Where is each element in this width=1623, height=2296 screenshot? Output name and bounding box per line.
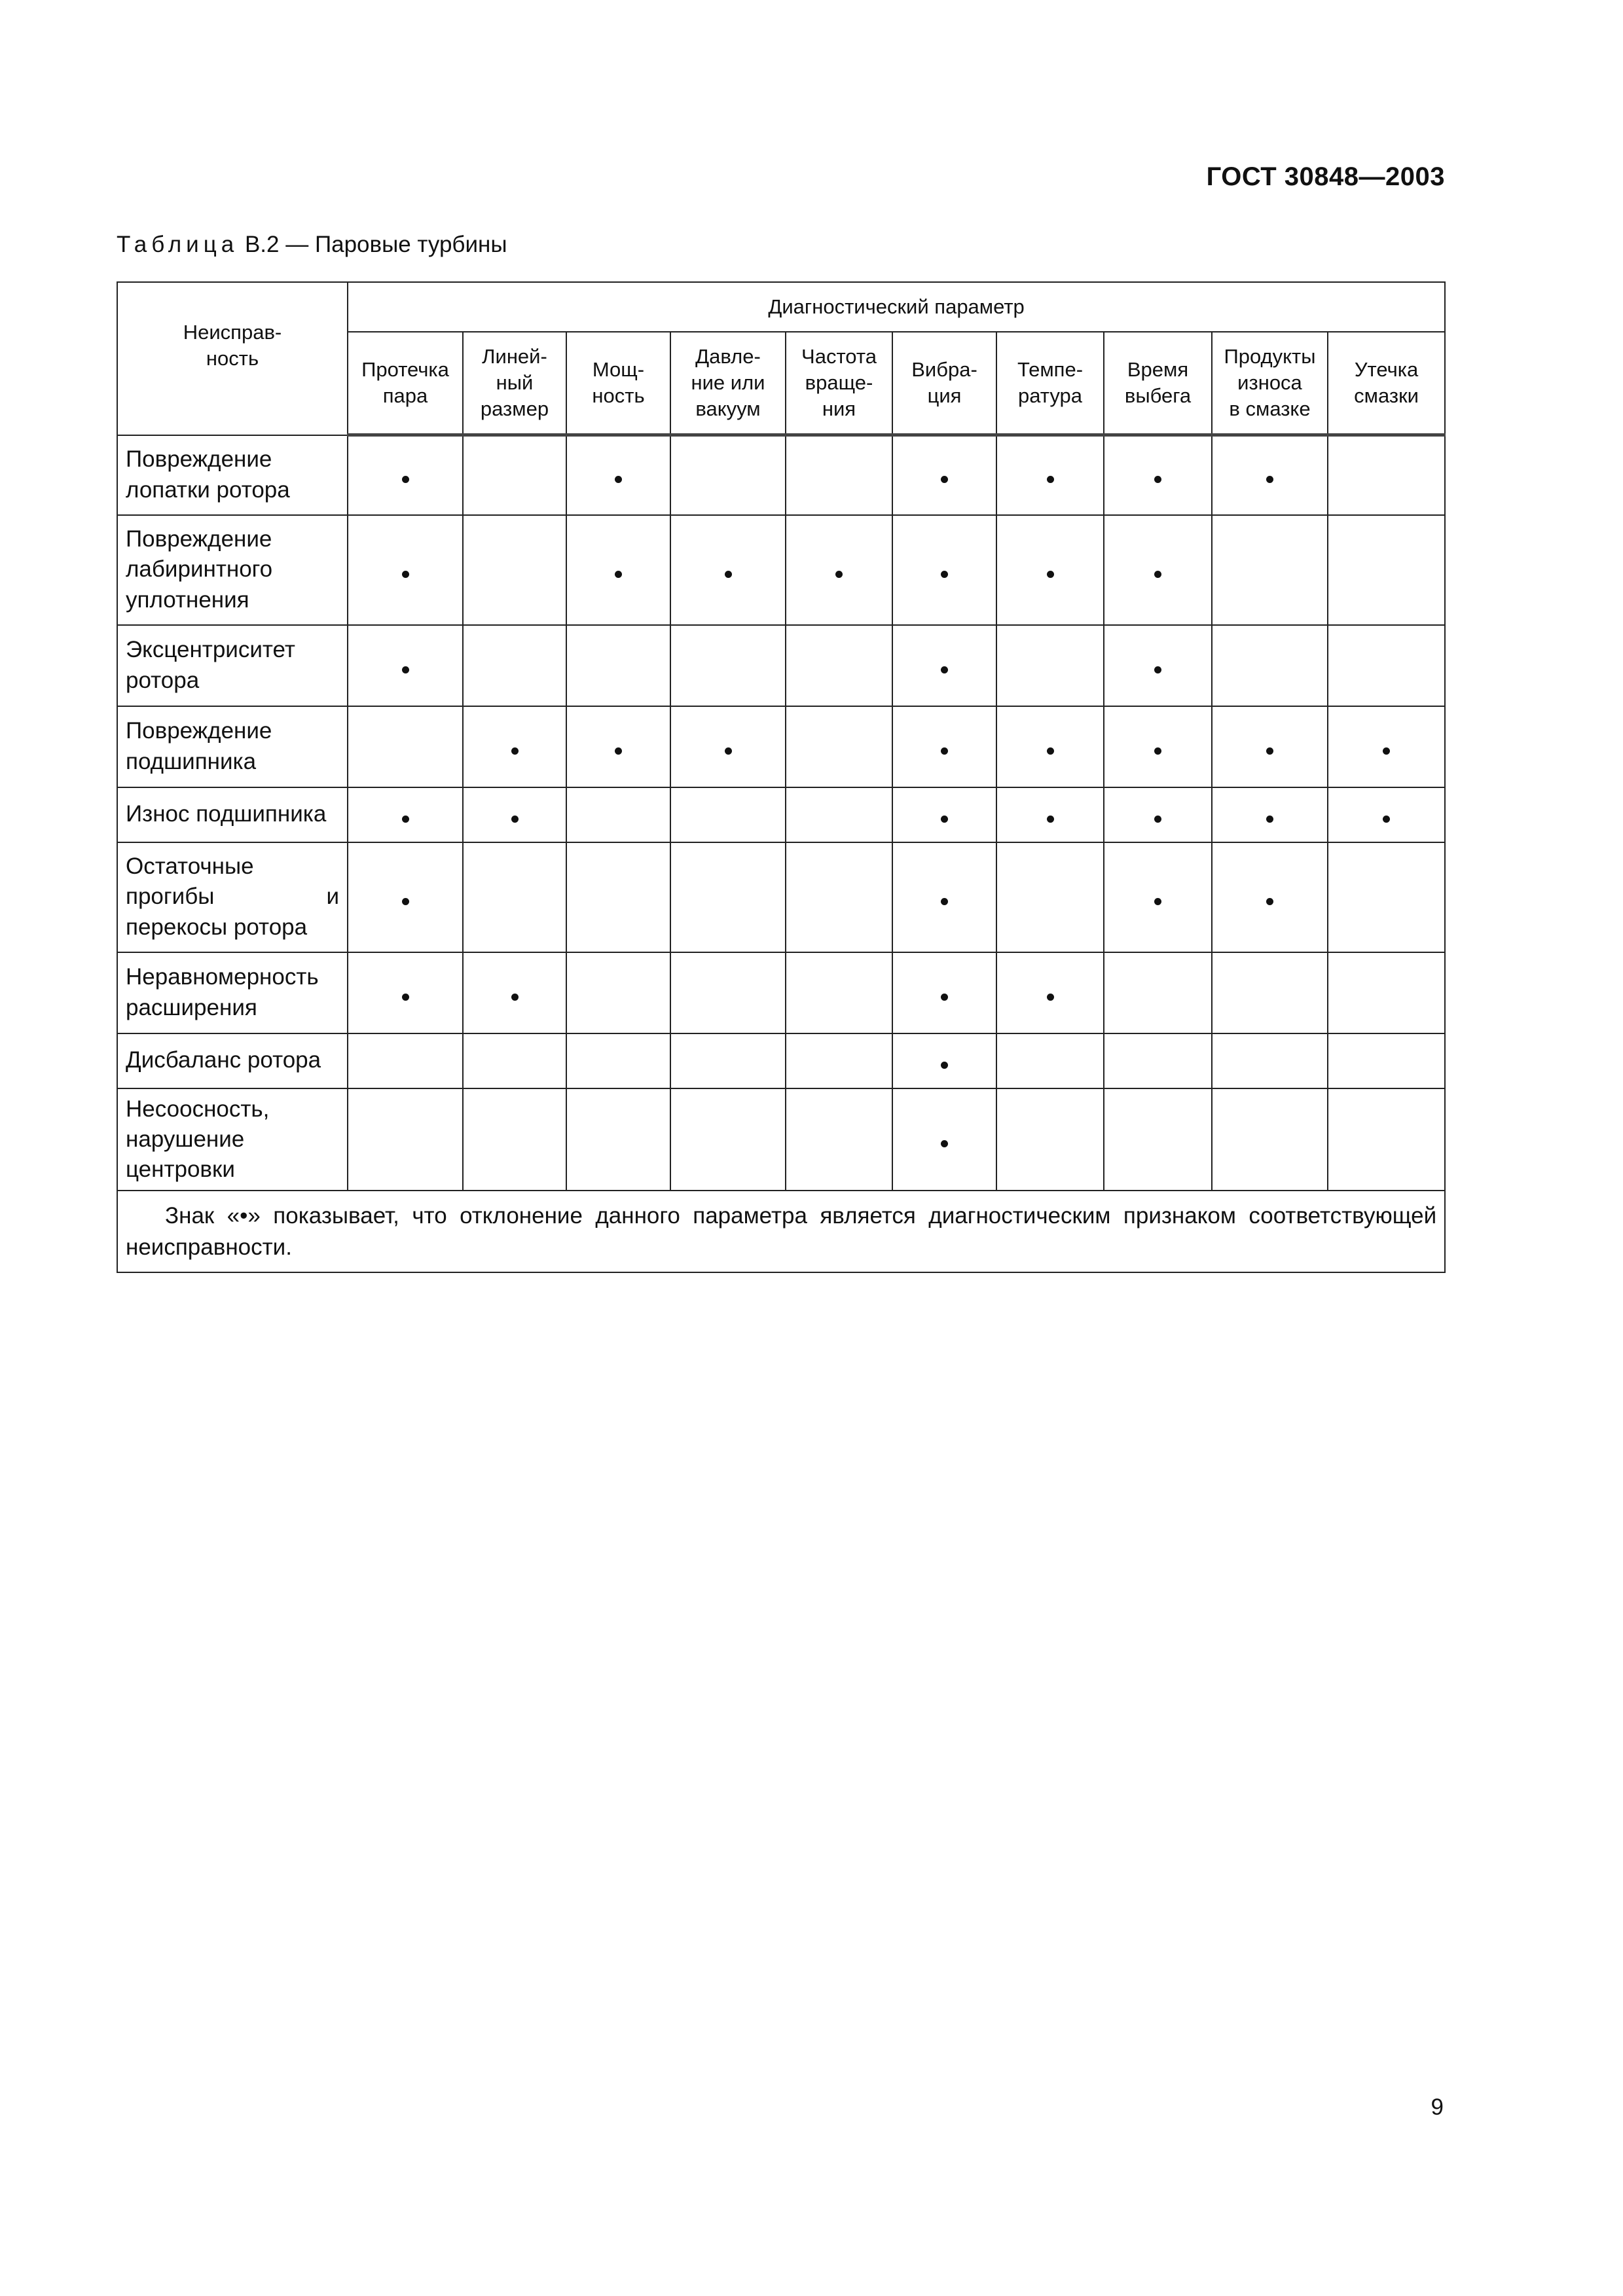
parameter-column-header: Линей- ный размер [463, 332, 566, 435]
indicator-cell [463, 435, 566, 515]
indicator-cell [786, 1033, 892, 1088]
table-row [117, 706, 1445, 787]
fault-name-cell: Повреждение лопатки ротора [117, 435, 348, 515]
indicator-cell [463, 787, 566, 842]
fault-name-cell: Повреждение лабиринтного уплотнения [117, 515, 348, 625]
indicator-cell [463, 952, 566, 1033]
table-row [117, 842, 1445, 952]
bullet-mark-icon [1154, 898, 1161, 905]
indicator-cell [892, 625, 996, 706]
parameter-column-header: Вибра- ция [892, 332, 996, 435]
indicator-cell [1328, 435, 1445, 515]
indicator-cell [463, 1033, 566, 1088]
indicator-cell [1328, 706, 1445, 787]
table-row [117, 1033, 1445, 1088]
indicator-cell [1212, 1088, 1328, 1191]
indicator-cell [892, 787, 996, 842]
fault-column-header [117, 282, 348, 435]
bullet-mark-icon [1154, 816, 1161, 823]
fault-name-cell: Износ подшипника [117, 787, 348, 842]
indicator-cell [348, 787, 463, 842]
indicator-cell [892, 435, 996, 515]
indicator-cell [1104, 435, 1212, 515]
bullet-mark-icon [615, 476, 622, 483]
table-note [117, 1191, 1445, 1272]
bullet-mark-icon [402, 476, 409, 483]
bullet-mark-icon [941, 816, 948, 823]
fault-name-cell: Остаточные прогибы и перекосы ротора [117, 842, 348, 952]
indicator-cell [670, 842, 786, 952]
indicator-cell [670, 706, 786, 787]
indicator-cell [892, 1033, 996, 1088]
bullet-mark-icon [1383, 747, 1390, 755]
indicator-cell [670, 435, 786, 515]
indicator-cell [1212, 435, 1328, 515]
bullet-mark-icon [1383, 816, 1390, 823]
fault-name-cell: Дисбаланс ротора [117, 1033, 348, 1088]
table-row [117, 787, 1445, 842]
bullet-mark-icon [1154, 571, 1161, 578]
fault-name-cell: Повреждение подшипника [117, 706, 348, 787]
indicator-cell [1212, 625, 1328, 706]
indicator-cell [1104, 625, 1212, 706]
bullet-mark-icon [615, 571, 622, 578]
table-caption [117, 232, 507, 258]
bullet-mark-icon [725, 747, 732, 755]
table-caption-text: В.2 — Паровые турбины [238, 232, 507, 257]
bullet-mark-icon [941, 898, 948, 905]
parameter-column-header: Утечка смазки [1328, 332, 1445, 435]
indicator-cell [892, 515, 996, 625]
bullet-mark-icon [1047, 994, 1054, 1001]
indicator-cell [786, 842, 892, 952]
table-caption-label: Таблица [117, 232, 239, 257]
bullet-mark-icon [511, 994, 519, 1001]
indicator-cell [566, 952, 670, 1033]
bullet-mark-icon [1154, 747, 1161, 755]
bullet-mark-icon [1266, 898, 1273, 905]
parameter-column-header: Темпе- ратура [996, 332, 1104, 435]
fault-name-cell: Несоосность, нарушение центровки [117, 1088, 348, 1191]
indicator-cell [1328, 1088, 1445, 1191]
diagnostic-table-body [117, 435, 1445, 1191]
indicator-cell [463, 515, 566, 625]
indicator-cell [996, 787, 1104, 842]
indicator-cell [463, 842, 566, 952]
bullet-mark-icon [941, 1062, 948, 1069]
indicator-cell [1328, 515, 1445, 625]
bullet-mark-icon [511, 816, 519, 823]
bullet-mark-icon [1047, 816, 1054, 823]
parameter-column-header: Частота враще- ния [786, 332, 892, 435]
indicator-cell [1328, 952, 1445, 1033]
indicator-cell [670, 515, 786, 625]
indicator-cell [1212, 787, 1328, 842]
table-row [117, 515, 1445, 625]
indicator-cell [670, 952, 786, 1033]
fault-name-cell: Эксцентриситет ротора [117, 625, 348, 706]
parameter-group-header: Диагностический параметр [348, 282, 1445, 332]
indicator-cell [566, 1033, 670, 1088]
indicator-cell [996, 515, 1104, 625]
bullet-mark-icon [1266, 476, 1273, 483]
indicator-cell [566, 787, 670, 842]
indicator-cell [996, 952, 1104, 1033]
indicator-cell [892, 706, 996, 787]
indicator-cell [786, 435, 892, 515]
bullet-mark-icon [402, 994, 409, 1001]
bullet-mark-icon [725, 571, 732, 578]
indicator-cell [892, 1088, 996, 1191]
indicator-cell [1104, 515, 1212, 625]
parameter-column-header: Мощ- ность [566, 332, 670, 435]
indicator-cell [1104, 706, 1212, 787]
indicator-cell [348, 1088, 463, 1191]
indicator-cell [996, 842, 1104, 952]
indicator-cell [786, 952, 892, 1033]
indicator-cell [1328, 787, 1445, 842]
bullet-mark-icon [402, 898, 409, 905]
indicator-cell [1104, 787, 1212, 842]
bullet-mark-icon [1154, 476, 1161, 483]
bullet-mark-icon [615, 747, 622, 755]
indicator-cell [348, 952, 463, 1033]
indicator-cell [892, 952, 996, 1033]
bullet-mark-icon [1154, 666, 1161, 673]
indicator-cell [670, 1033, 786, 1088]
indicator-cell [892, 842, 996, 952]
indicator-cell [463, 1088, 566, 1191]
indicator-cell [1328, 625, 1445, 706]
bullet-mark-icon [402, 571, 409, 578]
bullet-mark-icon [835, 571, 843, 578]
parameter-column-header: Протечка пара [348, 332, 463, 435]
bullet-mark-icon [1266, 816, 1273, 823]
indicator-cell [348, 625, 463, 706]
fault-name-cell: Неравномерность расширения [117, 952, 348, 1033]
indicator-cell [786, 515, 892, 625]
indicator-cell [670, 1088, 786, 1191]
indicator-cell [463, 706, 566, 787]
bullet-mark-icon [1047, 747, 1054, 755]
indicator-cell [566, 435, 670, 515]
indicator-cell [1212, 952, 1328, 1033]
table-row [117, 952, 1445, 1033]
indicator-cell [996, 1088, 1104, 1191]
indicator-cell [786, 625, 892, 706]
document-standard-header: ГОСТ 30848—2003 [1206, 162, 1445, 191]
indicator-cell [996, 625, 1104, 706]
indicator-cell [670, 625, 786, 706]
bullet-mark-icon [1047, 571, 1054, 578]
indicator-cell [566, 1088, 670, 1191]
indicator-cell [348, 435, 463, 515]
indicator-cell [348, 842, 463, 952]
indicator-cell [786, 787, 892, 842]
indicator-cell [996, 1033, 1104, 1088]
table-row [117, 625, 1445, 706]
indicator-cell [996, 706, 1104, 787]
indicator-cell [670, 787, 786, 842]
indicator-cell [1212, 842, 1328, 952]
page-number: 9 [1431, 2094, 1444, 2120]
bullet-mark-icon [402, 666, 409, 673]
indicator-cell [1104, 952, 1212, 1033]
diagnostic-table [117, 281, 1446, 1273]
indicator-cell [348, 515, 463, 625]
indicator-cell [1328, 1033, 1445, 1088]
bullet-mark-icon [941, 994, 948, 1001]
indicator-cell [786, 706, 892, 787]
indicator-cell [786, 1088, 892, 1191]
bullet-mark-icon [941, 747, 948, 755]
indicator-cell [1212, 1033, 1328, 1088]
parameter-column-header: Продукты износа в смазке [1212, 332, 1328, 435]
indicator-cell [348, 1033, 463, 1088]
bullet-mark-icon [402, 816, 409, 823]
indicator-cell [1104, 1033, 1212, 1088]
bullet-mark-icon [941, 1140, 948, 1147]
indicator-cell [566, 515, 670, 625]
fault-column-header-text: Неисправ- ность [183, 321, 282, 370]
bullet-mark-icon [941, 571, 948, 578]
indicator-cell [1104, 1088, 1212, 1191]
table-note-text: Знак «•» показывает, что отклонение данного параметра является диагностическим признаком соответствующей неисправности. [126, 1203, 1437, 1260]
bullet-mark-icon [941, 666, 948, 673]
indicator-cell [566, 706, 670, 787]
table-row [117, 1088, 1445, 1191]
indicator-cell [1328, 842, 1445, 952]
bullet-mark-icon [1266, 747, 1273, 755]
table-row [117, 435, 1445, 515]
indicator-cell [566, 625, 670, 706]
indicator-cell [566, 842, 670, 952]
indicator-cell [996, 435, 1104, 515]
parameter-column-header: Время выбега [1104, 332, 1212, 435]
indicator-cell [1104, 842, 1212, 952]
indicator-cell [1212, 706, 1328, 787]
indicator-cell [1212, 515, 1328, 625]
bullet-mark-icon [941, 476, 948, 483]
bullet-mark-icon [511, 747, 519, 755]
bullet-mark-icon [1047, 476, 1054, 483]
indicator-cell [463, 625, 566, 706]
indicator-cell [348, 706, 463, 787]
parameter-column-header: Давле- ние или вакуум [670, 332, 786, 435]
